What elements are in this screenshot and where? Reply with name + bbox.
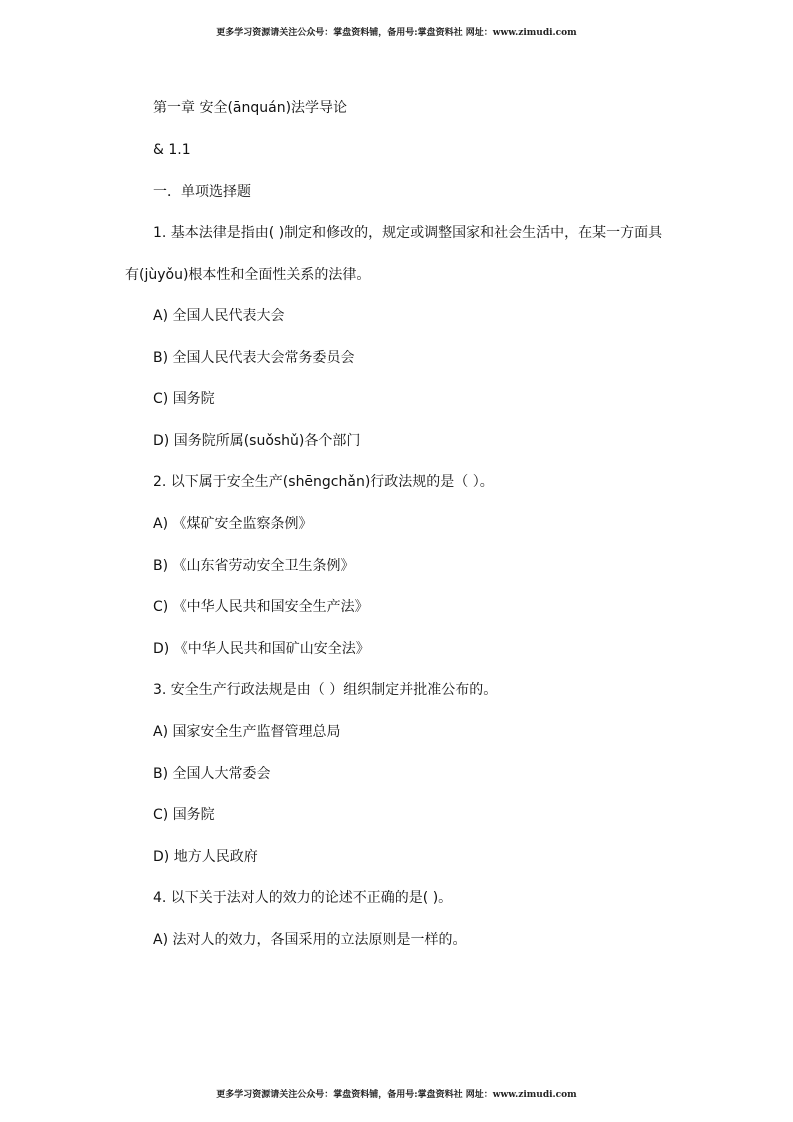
question-1-option-b: B) 全国人民代表大会常务委员会 <box>153 350 355 366</box>
question-4-option-a: A) 法对人的效力，各国采用的立法原则是一样的。 <box>153 932 467 948</box>
question-1-stem-line2: 有(jùyǒu)根本性和全面性关系的法律。 <box>125 267 371 283</box>
question-2-option-a: A) 《煤矿安全监察条例》 <box>153 516 313 532</box>
question-2-stem: 2. 以下属于安全生产(shēngchǎn)行政法规的是（ ）。 <box>153 474 494 490</box>
chapter-title: 第一章 安全(ānquán)法学导论 <box>153 100 348 116</box>
question-2-option-d: D) 《中华人民共和国矿山安全法》 <box>153 641 370 657</box>
question-3-stem: 3. 安全生产行政法规是由（ ）组织制定并批准公布的。 <box>153 682 498 698</box>
footer-banner: 更多学习资源请关注公众号：掌盘资料铺，备用号:掌盘资料社 网址：www.zimudi.com <box>216 1090 577 1100</box>
section-number: & 1.1 <box>153 142 191 158</box>
question-3-option-b: B) 全国人大常委会 <box>153 766 271 782</box>
question-3-option-a: A) 国家安全生产监督管理总局 <box>153 724 341 740</box>
question-1-option-a: A) 全国人民代表大会 <box>153 308 285 324</box>
header-banner: 更多学习资源请关注公众号：掌盘资料铺，备用号:掌盘资料社 网址：www.zimudi.com <box>216 28 577 38</box>
question-1-option-c: C) 国务院 <box>153 391 215 407</box>
question-4-stem: 4. 以下关于法对人的效力的论述不正确的是( )。 <box>153 890 453 906</box>
question-1-stem-line1: 1. 基本法律是指由( )制定和修改的，规定或调整国家和社会生活中，在某一方面具 <box>153 225 663 241</box>
question-3-option-d: D) 地方人民政府 <box>153 849 258 865</box>
question-2-option-c: C) 《中华人民共和国安全生产法》 <box>153 599 369 615</box>
question-1-option-d: D) 国务院所属(suǒshǔ)各个部门 <box>153 433 361 449</box>
part-heading: 一．单项选择题 <box>153 184 251 200</box>
question-3-option-c: C) 国务院 <box>153 807 215 823</box>
question-2-option-b: B) 《山东省劳动安全卫生条例》 <box>153 558 355 574</box>
